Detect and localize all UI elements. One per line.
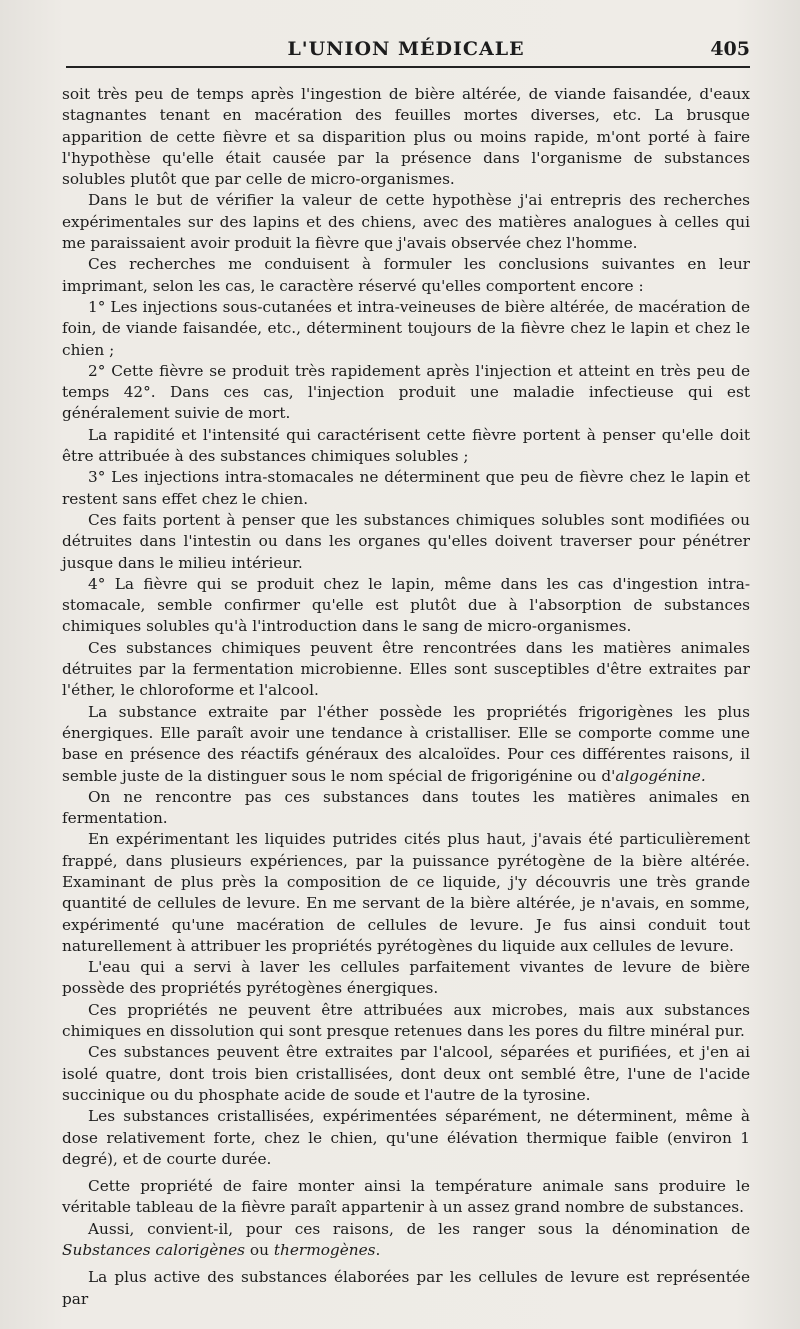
page-number: 405 — [710, 38, 750, 60]
paragraph: Ces propriétés ne peuvent être attribuées aux microbes, mais aux substances chimiques en dissolution qui sont presque retenues dans les pores du filtre minéral pur. — [62, 1000, 750, 1041]
paragraph: Ces substances chimiques peuvent être rencontrées dans les matières animales détruites par la fermentation microbienne. Elles sont susceptibles d'être extraites par l'éther, le chloroforme et l'alcool. — [62, 638, 750, 700]
paragraph: Cette propriété de faire monter ainsi la température animale sans produire le véritable tableau de la fièvre paraît appartenir à un assez grand nombre de substances. — [62, 1177, 750, 1217]
header-rule — [66, 66, 750, 68]
page-header — [62, 0, 750, 70]
paragraph: Ces recherches me conduisent à formuler les conclusions suivantes en leur imprimant, selon les cas, le caractère réservé qu'elles comportent encore : — [62, 255, 750, 295]
paragraph: Les substances cristallisées, expérimentées séparément, ne déterminent, même à dose relativement forte, chez le chien, qu'une élévation thermique faible (environ 1 degré), et de courte durée. — [62, 1107, 750, 1168]
paragraph: Aussi, convient-il, pour ces raisons, de les ranger sous la dénomination de Substances calorigènes ou thermogènes. — [62, 1219, 750, 1260]
body-text — [62, 84, 750, 1310]
paragraph: 3° Les injections intra-stomacales ne déterminent que peu de fièvre chez le lapin et restent sans effet chez le chien. — [62, 468, 750, 508]
paragraph: Ces faits portent à penser que les substances chimiques solubles sont modifiées ou détruites dans l'intestin ou dans les organes qu'elles doivent traverser pour pénétrer jusque dans le milieu intérieur. — [62, 510, 750, 572]
italic-term: algogénine. — [615, 766, 706, 785]
paragraph: La rapidité et l'intensité qui caractérisent cette fièvre portent à penser qu'elle doit être attribuée à des substances chimiques solubles ; — [62, 425, 750, 466]
paragraph: La plus active des substances élaborées par les cellules de levure est représentée par — [62, 1268, 750, 1308]
paragraph: La substance extraite par l'éther possède les propriétés frigorigènes les plus énergiques. Elle paraît avoir une tendance à cristalliser. Elle se comporte comme une base en présence des réactifs généraux des alcaloïdes. Pour ces différentes raisons, il semble juste de la distinguer sous le nom spécial de frigorigénine ou d'algogénine. — [62, 702, 750, 785]
paragraph: soit très peu de temps après l'ingestion de bière altérée, de viande faisandée, d'eaux stagnantes tenant en macération des feuilles mortes diverses, etc. La brusque apparition de cette fièvre et sa disparition plus ou moins rapide, m'ont porté à faire l'hypothèse qu'elle était causée par la présence dans l'organisme de substances solubles plutôt que par celle de micro-organismes. — [62, 85, 750, 189]
paragraph: 1° Les injections sous-cutanées et intra-veineuses de bière altérée, de macération de foin, de viande faisandée, etc., déterminent toujours de la fièvre chez le lapin et chez le chien ; — [62, 297, 750, 359]
paragraph: 2° Cette fièvre se produit très rapidement après l'injection et atteint en très peu de temps 42°. Dans ces cas, l'injection produit une maladie infectieuse qui est généralement suivie de mort. — [62, 361, 750, 423]
paragraph: En expérimentant les liquides putrides cités plus haut, j'avais été particulièrement frappé, dans plusieurs expériences, par la puissance pyrétogène de la bière altérée. Examinant de plus près la composition de ce liquide, j'y découvris une très grande quantité de cellules de levure. En me servant de la bière altérée, je n'avais, en somme, expérimenté qu'une macération de cellules de levure. Je fus ainsi conduit tout naturellement à attribuer les propriétés pyrétogènes du liquide aux cellules de levure. — [62, 830, 750, 955]
running-title: L'UNION MÉDICALE — [287, 38, 525, 60]
paragraph: Dans le but de vérifier la valeur de cette hypothèse j'ai entrepris des recherches expérimentales sur des lapins et des chiens, avec des matières analogues à celles qui me paraissaient avoir produit la fièvre que j'avais observée chez l'homme. — [62, 191, 750, 253]
paragraph: Ces substances peuvent être extraites par l'alcool, séparées et purifiées, et j'en ai isolé quatre, dont trois bien cristallisées, dont deux ont semblé être, l'une de l'acide succinique ou du phosphate acide de soude et l'autre de la tyrosine. — [62, 1043, 750, 1104]
italic-term: thermogènes — [273, 1241, 376, 1260]
paragraph: On ne rencontre pas ces substances dans toutes les matières animales en fermentation. — [62, 787, 750, 828]
paragraph: 4° La fièvre qui se produit chez le lapin, même dans les cas d'ingestion intra-stomacale, semble confirmer qu'elle est plutôt due à l'absorption de substances chimiques solubles qu'à l'introduction dans le sang de micro-organismes. — [62, 574, 750, 636]
italic-term: Substances calorigènes — [62, 1241, 246, 1260]
paragraph: L'eau qui a servi à laver les cellules parfaitement vivantes de levure de bière possède des propriétés pyrétogènes énergiques. — [62, 958, 750, 998]
